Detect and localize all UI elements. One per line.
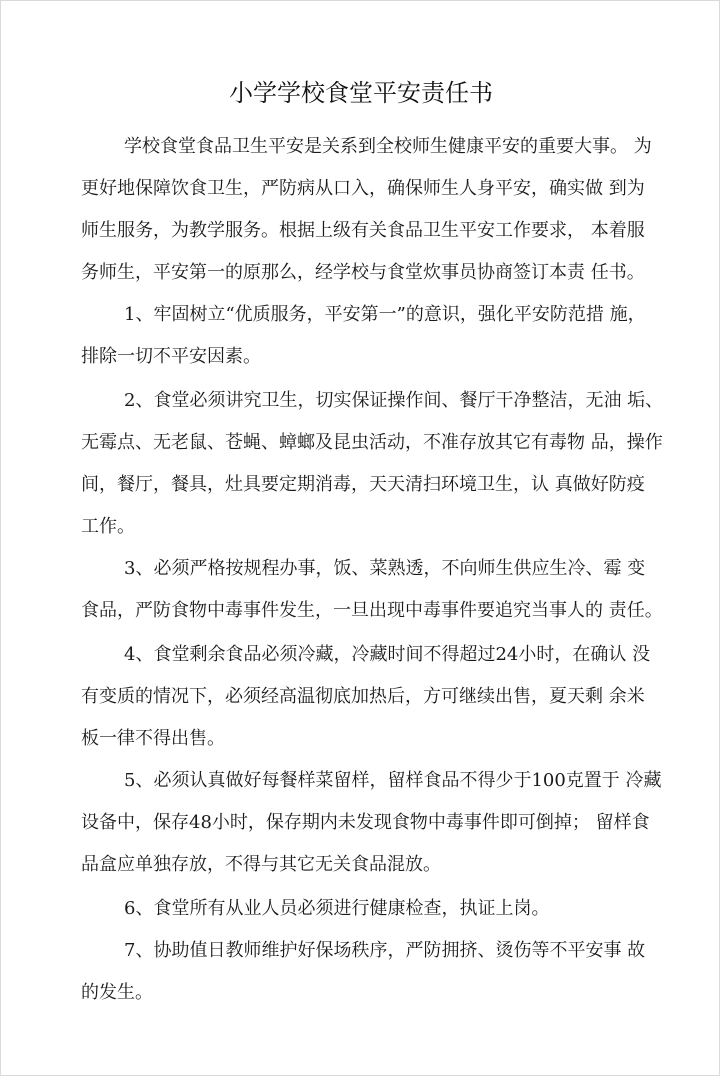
paragraph-7-line-1: 6、食堂所有从业人员必须进行健康检查，执证上岗。	[124, 898, 550, 919]
paragraph-1-line-3: 师生服务，为教学服务。根据上级有关食品卫生平安工作要求， 本着服	[81, 220, 645, 241]
paragraph-3-line-1: 2、食堂必须讲究卫生，切实保证操作间、餐厅干净整洁，无油 垢、	[124, 390, 664, 411]
paragraph-5-line-2: 有变质的情况下，必须经高温彻底加热后，方可继续出售，夏天剩 余米	[81, 686, 645, 707]
paragraph-6-line-3: 品盒应单独存放，不得与其它无关食品混放。	[81, 854, 441, 875]
paragraph-6-line-2: 设备中，保存48小时，保存期内未发现食物中毒事件即可倒掉； 留样食	[81, 812, 650, 833]
paragraph-3-line-3: 间，餐厅，餐具，灶具要定期消毒，天天清扫环境卫生，认 真做好防疫	[81, 474, 645, 495]
paragraph-1-line-4: 务师生，平安第一的原那么，经学校与食堂炊事员协商签订本责 任书。	[81, 262, 645, 283]
paragraph-8-line-2: 的发生。	[81, 982, 153, 1003]
paragraph-3-line-4: 工作。	[81, 516, 135, 537]
paragraph-4-line-1: 3、必须严格按规程办事，饭、菜熟透，不向师生供应生冷、霉 变	[124, 558, 646, 579]
paragraph-3-line-2: 无霉点、无老鼠、苍蝇、蟑螂及昆虫活动，不准存放其它有毒物 品，操作	[81, 432, 663, 453]
document-title: 小学学校食堂平安责任书	[229, 79, 493, 107]
paragraph-5-line-3: 板一律不得出售。	[81, 728, 225, 749]
paragraph-1-line-2: 更好地保障饮食卫生，严防病从口入，确保师生人身平安，确实做 到为	[81, 178, 645, 199]
paragraph-8-line-1: 7、协助值日教师维护好保场秩序，严防拥挤、烫伤等不平安事 故	[124, 940, 646, 961]
paragraph-2-line-1: 1、牢固树立“优质服务，平安第一”的意识，强化平安防范措 施，	[124, 304, 646, 325]
paragraph-5-line-1: 4、食堂剩余食品必须冷藏，冷藏时间不得超过24小时，在确认 没	[124, 644, 651, 665]
paragraph-4-line-2: 食品，严防食物中毒事件发生，一旦出现中毒事件要追究当事人的 责任。	[81, 600, 663, 621]
paragraph-2-line-2: 排除一切不平安因素。	[81, 346, 261, 367]
paragraph-1-line-1: 学校食堂食品卫生平安是关系到全校师生健康平安的重要大事。 为	[124, 136, 652, 157]
paragraph-6-line-1: 5、必须认真做好每餐样菜留样，留样食品不得少于100克置于 冷藏	[124, 770, 662, 791]
